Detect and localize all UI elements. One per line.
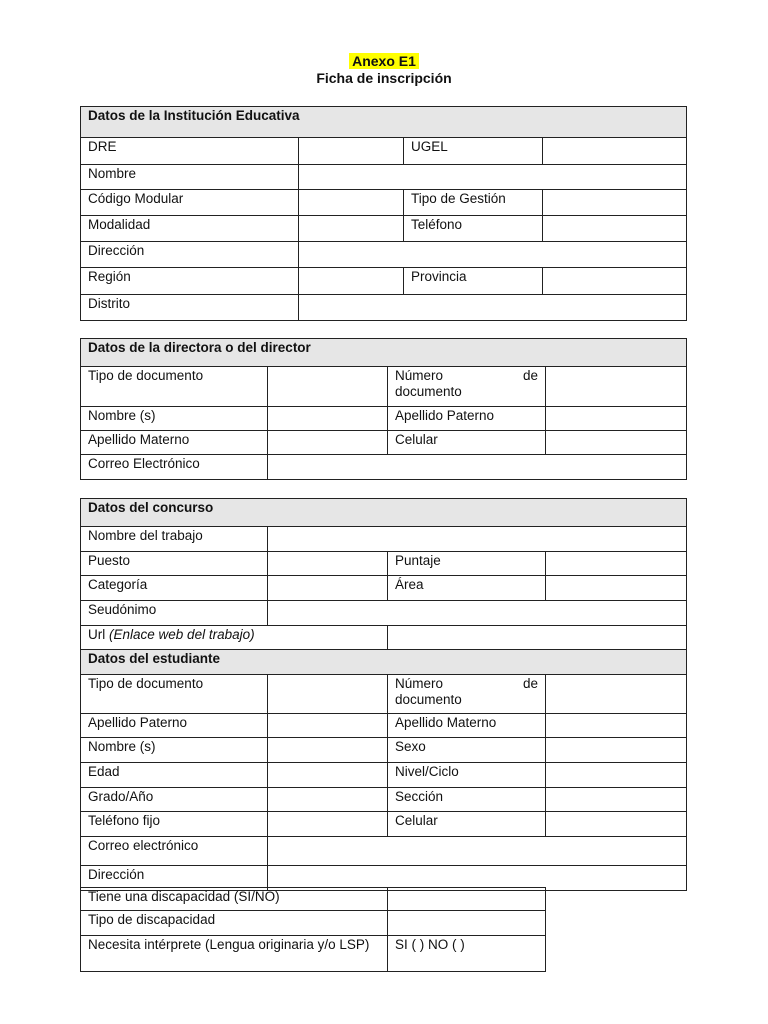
dre-field[interactable] xyxy=(299,138,404,165)
codigo-modular-label: Código Modular xyxy=(81,190,299,216)
tipo-gestion-field[interactable] xyxy=(543,190,687,216)
director-nombres-field[interactable] xyxy=(268,407,388,431)
student-celular-label: Celular xyxy=(388,812,546,837)
edad-field[interactable] xyxy=(268,763,388,788)
region-field[interactable] xyxy=(299,268,404,295)
nivel-ciclo-field[interactable] xyxy=(546,763,687,788)
area-label: Área xyxy=(388,576,546,601)
nombre-field[interactable] xyxy=(299,165,687,190)
student-correo-field[interactable] xyxy=(268,837,687,866)
student-numero-documento-field[interactable] xyxy=(546,675,687,714)
categoria-field[interactable] xyxy=(268,576,388,601)
grado-label: Grado/Año xyxy=(81,788,268,812)
director-celular-label: Celular xyxy=(388,431,546,455)
edad-label: Edad xyxy=(81,763,268,788)
telefono-fijo-label: Teléfono fijo xyxy=(81,812,268,837)
director-numero-documento-field[interactable] xyxy=(546,367,687,407)
ugel-label: UGEL xyxy=(404,138,543,165)
modalidad-field[interactable] xyxy=(299,216,404,242)
student-tipo-documento-field[interactable] xyxy=(268,675,388,714)
document-header xyxy=(0,53,768,87)
annex-label: Anexo E1 xyxy=(349,53,419,69)
director-numero-documento-label: Número de documento xyxy=(388,367,546,407)
ugel-field[interactable] xyxy=(543,138,687,165)
director-table xyxy=(80,338,687,480)
url-label: Url (Enlace web del trabajo) xyxy=(81,626,388,650)
student-apellido-paterno-label: Apellido Paterno xyxy=(81,714,268,738)
provincia-label: Provincia xyxy=(404,268,543,295)
student-correo-label: Correo electrónico xyxy=(81,837,268,866)
student-numero-documento-label: Número de documento xyxy=(388,675,546,714)
nombre-label: Nombre xyxy=(81,165,299,190)
interprete-field[interactable]: SI ( ) NO ( ) xyxy=(388,936,546,972)
seudonimo-label: Seudónimo xyxy=(81,601,268,626)
tipo-gestion-label: Tipo de Gestión xyxy=(404,190,543,216)
form-title: Ficha de inscripción xyxy=(316,70,452,86)
institution-table xyxy=(80,106,687,321)
student-nombres-field[interactable] xyxy=(268,738,388,763)
puesto-field[interactable] xyxy=(268,552,388,576)
student-tipo-documento-label: Tipo de documento xyxy=(81,675,268,714)
url-field[interactable] xyxy=(388,626,687,650)
contest-heading: Datos del concurso xyxy=(81,499,687,527)
director-apellido-materno-field[interactable] xyxy=(268,431,388,455)
contest-table xyxy=(80,498,687,891)
disability-table xyxy=(80,887,546,972)
student-apellido-paterno-field[interactable] xyxy=(268,714,388,738)
categoria-label: Categoría xyxy=(81,576,268,601)
sexo-field[interactable] xyxy=(546,738,687,763)
student-celular-field[interactable] xyxy=(546,812,687,837)
tiene-discapacidad-field[interactable] xyxy=(388,888,546,911)
distrito-field[interactable] xyxy=(299,295,687,321)
director-apellido-materno-label: Apellido Materno xyxy=(81,431,268,455)
telefono-field[interactable] xyxy=(543,216,687,242)
modalidad-label: Modalidad xyxy=(81,216,299,242)
nombre-trabajo-label: Nombre del trabajo xyxy=(81,527,268,552)
provincia-field[interactable] xyxy=(543,268,687,295)
seccion-field[interactable] xyxy=(546,788,687,812)
nivel-ciclo-label: Nivel/Ciclo xyxy=(388,763,546,788)
student-apellido-materno-label: Apellido Materno xyxy=(388,714,546,738)
sexo-label: Sexo xyxy=(388,738,546,763)
director-heading: Datos de la directora o del director xyxy=(81,339,687,367)
region-label: Región xyxy=(81,268,299,295)
direccion-label: Dirección xyxy=(81,242,299,268)
tiene-discapacidad-label: Tiene una discapacidad (SI/NO) xyxy=(81,888,388,911)
student-heading: Datos del estudiante xyxy=(81,650,687,675)
dre-label: DRE xyxy=(81,138,299,165)
seccion-label: Sección xyxy=(388,788,546,812)
puntaje-label: Puntaje xyxy=(388,552,546,576)
tipo-discapacidad-field[interactable] xyxy=(388,911,546,936)
puntaje-field[interactable] xyxy=(546,552,687,576)
director-celular-field[interactable] xyxy=(546,431,687,455)
puesto-label: Puesto xyxy=(81,552,268,576)
institution-heading: Datos de la Institución Educativa xyxy=(81,107,687,138)
director-apellido-paterno-field[interactable] xyxy=(546,407,687,431)
director-nombres-label: Nombre (s) xyxy=(81,407,268,431)
student-direccion-label: Dirección xyxy=(81,866,268,891)
nombre-trabajo-field[interactable] xyxy=(268,527,687,552)
director-apellido-paterno-label: Apellido Paterno xyxy=(388,407,546,431)
seudonimo-field[interactable] xyxy=(268,601,687,626)
direccion-field[interactable] xyxy=(299,242,687,268)
director-correo-label: Correo Electrónico xyxy=(81,455,268,480)
telefono-label: Teléfono xyxy=(404,216,543,242)
tipo-discapacidad-label: Tipo de discapacidad xyxy=(81,911,388,936)
student-apellido-materno-field[interactable] xyxy=(546,714,687,738)
area-field[interactable] xyxy=(546,576,687,601)
telefono-fijo-field[interactable] xyxy=(268,812,388,837)
grado-field[interactable] xyxy=(268,788,388,812)
distrito-label: Distrito xyxy=(81,295,299,321)
director-correo-field[interactable] xyxy=(268,455,687,480)
interprete-label: Necesita intérprete (Lengua originaria y/o LSP) xyxy=(81,936,388,972)
student-nombres-label: Nombre (s) xyxy=(81,738,268,763)
director-tipo-documento-label: Tipo de documento xyxy=(81,367,268,407)
codigo-modular-field[interactable] xyxy=(299,190,404,216)
director-tipo-documento-field[interactable] xyxy=(268,367,388,407)
